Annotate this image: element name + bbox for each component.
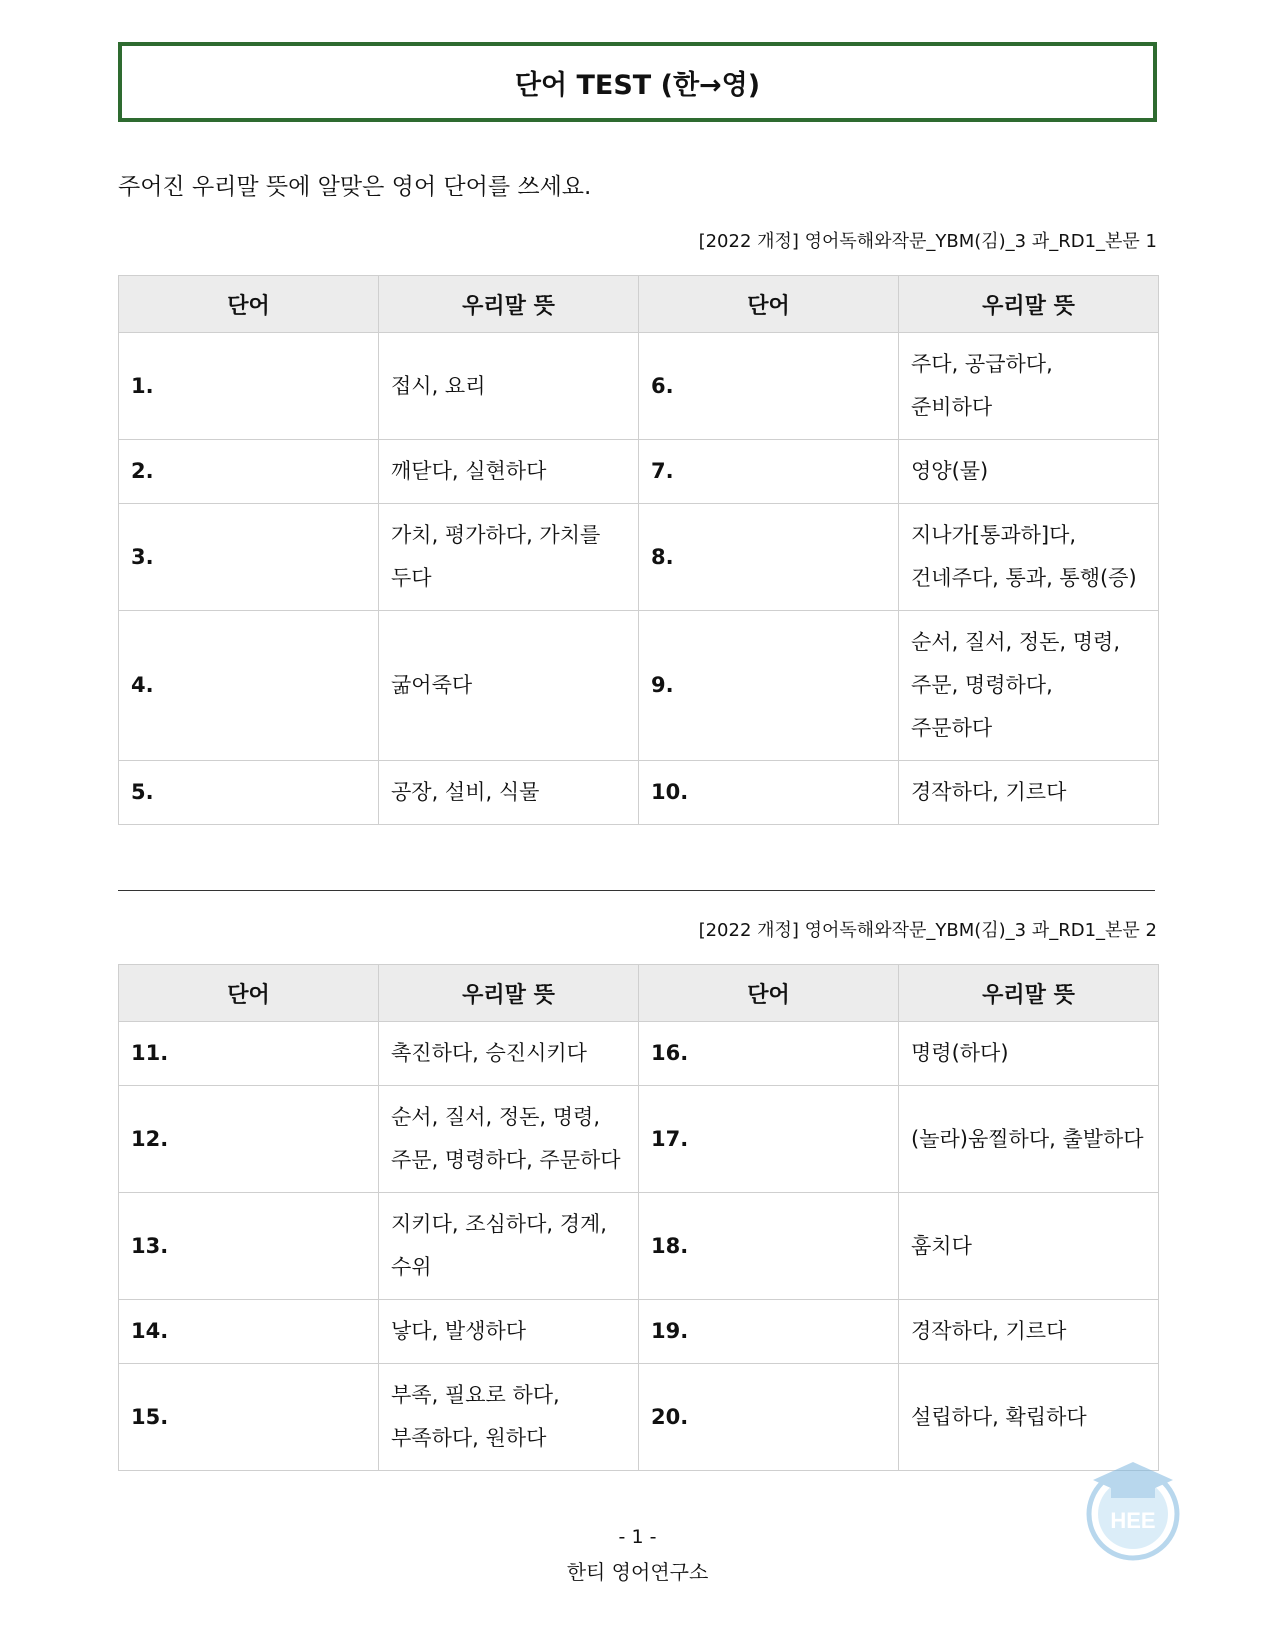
table-row bbox=[119, 1193, 1159, 1300]
item-meaning: 지나가[통과하]다, 건네주다, 통과, 통행(증) bbox=[899, 504, 1159, 611]
item-number: 17. bbox=[639, 1086, 899, 1193]
item-meaning: 가치, 평가하다, 가치를 두다 bbox=[379, 504, 639, 611]
item-number: 20. bbox=[639, 1364, 899, 1471]
footer-text: 한티 영어연구소 bbox=[566, 1560, 709, 1584]
title-box bbox=[118, 42, 1157, 122]
column-header-meaning: 우리말 뜻 bbox=[379, 965, 639, 1022]
item-number: 18. bbox=[639, 1193, 899, 1300]
item-meaning: 순서, 질서, 정돈, 명령, 주문, 명령하다, 주문하다 bbox=[379, 1086, 639, 1193]
item-meaning: 깨닫다, 실현하다 bbox=[379, 440, 639, 504]
item-number: 12. bbox=[119, 1086, 379, 1193]
column-header-meaning: 우리말 뜻 bbox=[899, 276, 1159, 333]
item-number: 16. bbox=[639, 1022, 899, 1086]
item-meaning: 훔치다 bbox=[899, 1193, 1159, 1300]
table-row bbox=[119, 1022, 1159, 1086]
item-meaning: 공장, 설비, 식물 bbox=[379, 761, 639, 825]
vocab-table-2 bbox=[118, 964, 1159, 1471]
item-number: 6. bbox=[639, 333, 899, 440]
page-title: 단어 TEST (한→영) bbox=[514, 69, 761, 101]
item-number: 2. bbox=[119, 440, 379, 504]
item-meaning: 주다, 공급하다, 준비하다 bbox=[899, 333, 1159, 440]
column-header-meaning: 우리말 뜻 bbox=[379, 276, 639, 333]
item-meaning: (놀라)움찔하다, 출발하다 bbox=[899, 1086, 1159, 1193]
table-row bbox=[119, 1364, 1159, 1471]
table-row bbox=[119, 1300, 1159, 1364]
table-row bbox=[119, 440, 1159, 504]
item-meaning: 낳다, 발생하다 bbox=[379, 1300, 639, 1364]
table-row bbox=[119, 761, 1159, 825]
item-meaning: 명령(하다) bbox=[899, 1022, 1159, 1086]
table-row bbox=[119, 611, 1159, 761]
table-header-row bbox=[119, 965, 1159, 1022]
item-meaning: 설립하다, 확립하다 bbox=[899, 1364, 1159, 1471]
table-header-row bbox=[119, 276, 1159, 333]
page-number: - 1 - bbox=[618, 1526, 657, 1548]
item-meaning: 부족, 필요로 하다, 부족하다, 원하다 bbox=[379, 1364, 639, 1471]
item-meaning: 영양(물) bbox=[899, 440, 1159, 504]
item-number: 5. bbox=[119, 761, 379, 825]
table-row bbox=[119, 504, 1159, 611]
item-number: 11. bbox=[119, 1022, 379, 1086]
item-number: 10. bbox=[639, 761, 899, 825]
item-number: 15. bbox=[119, 1364, 379, 1471]
hee-logo bbox=[1078, 1456, 1188, 1566]
item-number: 19. bbox=[639, 1300, 899, 1364]
item-number: 7. bbox=[639, 440, 899, 504]
item-number: 1. bbox=[119, 333, 379, 440]
item-meaning: 경작하다, 기르다 bbox=[899, 1300, 1159, 1364]
item-number: 13. bbox=[119, 1193, 379, 1300]
item-meaning: 굶어죽다 bbox=[379, 611, 639, 761]
instruction-text: 주어진 우리말 뜻에 알맞은 영어 단어를 쓰세요. bbox=[118, 174, 592, 200]
section2-source: [2022 개정] 영어독해와작문_YBM(김)_3 과_RD1_본문 2 bbox=[698, 920, 1157, 941]
vocab-table-1 bbox=[118, 275, 1159, 825]
item-meaning: 지키다, 조심하다, 경계, 수위 bbox=[379, 1193, 639, 1300]
column-header-word: 단어 bbox=[639, 965, 899, 1022]
item-meaning: 경작하다, 기르다 bbox=[899, 761, 1159, 825]
item-number: 14. bbox=[119, 1300, 379, 1364]
section1-source: [2022 개정] 영어독해와작문_YBM(김)_3 과_RD1_본문 1 bbox=[698, 231, 1157, 252]
item-number: 3. bbox=[119, 504, 379, 611]
item-meaning: 접시, 요리 bbox=[379, 333, 639, 440]
logo-text: HEE bbox=[1110, 1508, 1156, 1533]
cap-band bbox=[1111, 1484, 1155, 1498]
section-divider bbox=[118, 890, 1155, 891]
item-number: 8. bbox=[639, 504, 899, 611]
column-header-word: 단어 bbox=[119, 276, 379, 333]
item-meaning: 촉진하다, 승진시키다 bbox=[379, 1022, 639, 1086]
item-number: 9. bbox=[639, 611, 899, 761]
column-header-meaning: 우리말 뜻 bbox=[899, 965, 1159, 1022]
column-header-word: 단어 bbox=[119, 965, 379, 1022]
column-header-word: 단어 bbox=[639, 276, 899, 333]
table-row bbox=[119, 1086, 1159, 1193]
table-row bbox=[119, 333, 1159, 440]
item-meaning: 순서, 질서, 정돈, 명령, 주문, 명령하다, 주문하다 bbox=[899, 611, 1159, 761]
item-number: 4. bbox=[119, 611, 379, 761]
